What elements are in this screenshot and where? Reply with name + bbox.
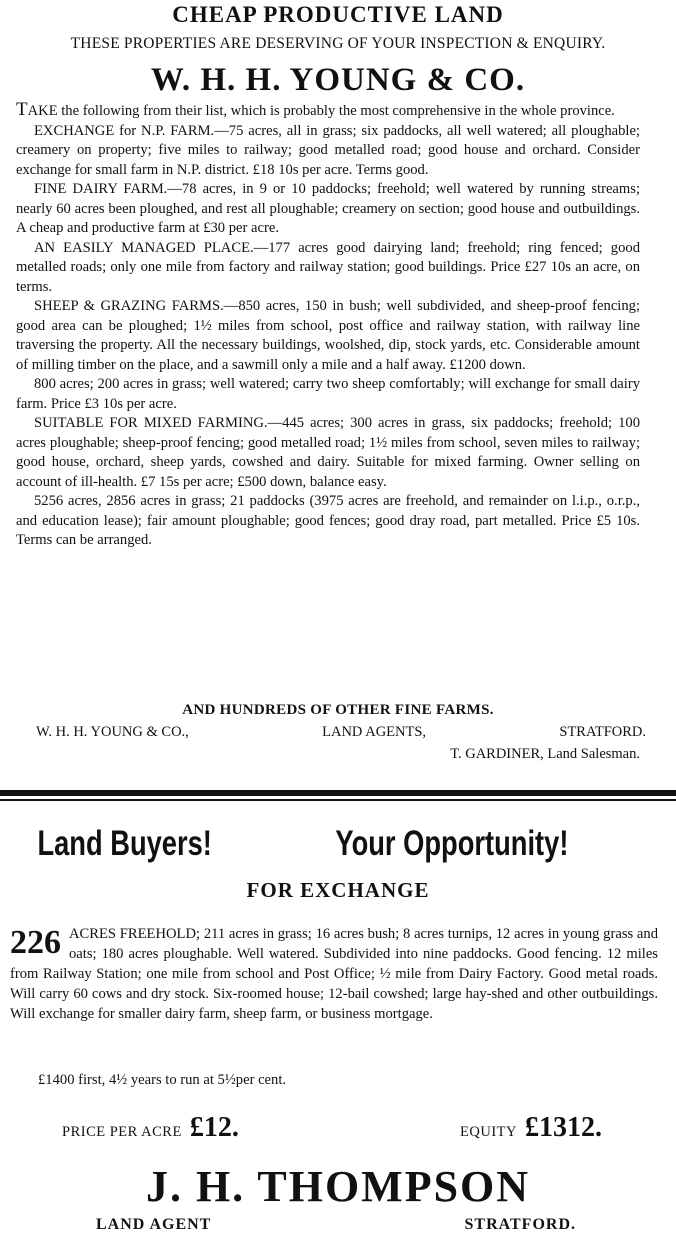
ad1-intro-initial: T <box>16 99 28 120</box>
listing-item: EXCHANGE for N.P. FARM.—75 acres, all in grass; six paddocks, all well watered; all ploughable; creamery on property; five miles to railway; good metalled road; good house and orchard. Consider exchange for small farm in N.P. district. £18 10s per acre. Terms good. <box>16 122 640 178</box>
ad1-intro <box>16 100 640 122</box>
ad2-agent-role: LAND AGENT <box>96 1216 212 1233</box>
ad2-agent-town: STRATFORD. <box>464 1216 576 1233</box>
ad2-equity-label: EQUITY <box>460 1124 517 1140</box>
ad1-closing-line: AND HUNDREDS OF OTHER FINE FARMS. <box>182 702 494 718</box>
listing-item: SHEEP & GRAZING FARMS.—850 acres, 150 in bush; well subdivided, and sheep-proof fencing; good area can be ploughed; 1½ miles from school, post office and railway station, with railway line traversing the property. All the necessary buildings, woolshed, dip, stock yards, etc. Considerable amount of milling timber on the place, and a sawmill only a mile and a half away. £1200 down. <box>16 298 640 373</box>
ad2-lead-number: 226 <box>10 924 61 961</box>
ad1-agent-role: LAND AGENTS, <box>322 724 427 740</box>
ad2-headline-right: Your Opportunity! <box>335 824 569 863</box>
ad1-agent-line <box>36 722 646 742</box>
ad1-subtitle: THESE PROPERTIES ARE DESERVING OF YOUR INSPECTION & ENQUIRY. <box>70 35 606 52</box>
ad2-equity-value: £1312. <box>525 1112 602 1143</box>
listing-item: 800 acres; 200 acres in grass; well watered; carry two sheep comfortably; will exchange for small dairy farm. Price £3 10s per acre. <box>16 376 640 412</box>
ad2-price-label: PRICE PER ACRE <box>62 1124 182 1140</box>
ad2-headline-left: Land Buyers! <box>37 824 212 863</box>
listing-item: AN EASILY MANAGED PLACE.—177 acres good dairying land; freehold; ring fenced; good metalled roads; only one mile from factory and railway station; good buildings. Price £27 10s an acre, on terms. <box>16 239 640 295</box>
ad1-agent-name: W. H. H. YOUNG & CO., <box>36 724 189 740</box>
listing-item: SUITABLE FOR MIXED FARMING.—445 acres; 300 acres in grass, six paddocks; freehold; 100 acres ploughable; sheep-proof fencing; good metalled road; 1½ miles from school, seven miles to railway; good house, orchard, sheep yards, cowshed and dairy. Suitable for mixed farming. Owner selling on account of ill-health. £7 15s per acre; £500 down, balance easy. <box>16 415 640 490</box>
ad2-agent-name: J. H. THOMPSON <box>145 1162 531 1211</box>
ad2-terms: £1400 first, 4½ years to run at 5½per cent. <box>38 1072 287 1088</box>
ad2-price-line <box>62 1112 602 1144</box>
ad1-salesman: T. GARDINER, Land Salesman. <box>450 746 640 762</box>
ad2-price <box>62 1112 239 1144</box>
ad2-price-value: £12. <box>189 1112 239 1143</box>
ad1-company-name: W. H. H. YOUNG & CO. <box>150 62 526 98</box>
ad1-intro-text: AKE the following from their list, which is probably the most comprehensive in the whole province. <box>27 103 615 119</box>
listing-item: 5256 acres, 2856 acres in grass; 21 paddocks (3975 acres are freehold, and remainder on l.i.p., o.r.p., and education lease); fair amount ploughable; good fences; good dray road, part metalled. Price £5 10s. Terms can be arranged. <box>16 493 640 548</box>
ad1-title: CHEAP PRODUCTIVE LAND <box>172 2 504 27</box>
ad2-footer <box>96 1216 576 1234</box>
ad2-description <box>10 924 658 1024</box>
ad1-listings <box>16 100 640 551</box>
section-divider-thin <box>0 799 676 801</box>
ad2-equity <box>460 1112 602 1144</box>
ad1-agent-town: STRATFORD. <box>559 724 646 740</box>
section-divider-thick <box>0 790 676 796</box>
listing-item: FINE DAIRY FARM.—78 acres, in 9 or 10 paddocks; freehold; well watered by running streams; nearly 60 acres been ploughed, and rest all ploughable; creamery on section; good house and outbuildings. A cheap and productive farm at £30 per acre. <box>16 181 640 236</box>
ad2-subheadline: FOR EXCHANGE <box>246 878 430 902</box>
ad2-description-text: ACRES FREEHOLD; 211 acres in grass; 16 acres bush; 8 acres turnips, 12 acres in young grass and oats; 180 acres ploughable. Well watered. Subdivided into nine paddocks. Good fencing. 12 miles from Railway Station; one mile from school and Post Office; ½ mile from Dairy Factory. Good metal roads. Will carry 60 cows and dry stock. Six-roomed house; 12-bail cowshed; large hay-shed and other outbuildings. Will exchange for smaller dairy farm, sheep farm, or business mortgage. <box>10 926 658 1022</box>
